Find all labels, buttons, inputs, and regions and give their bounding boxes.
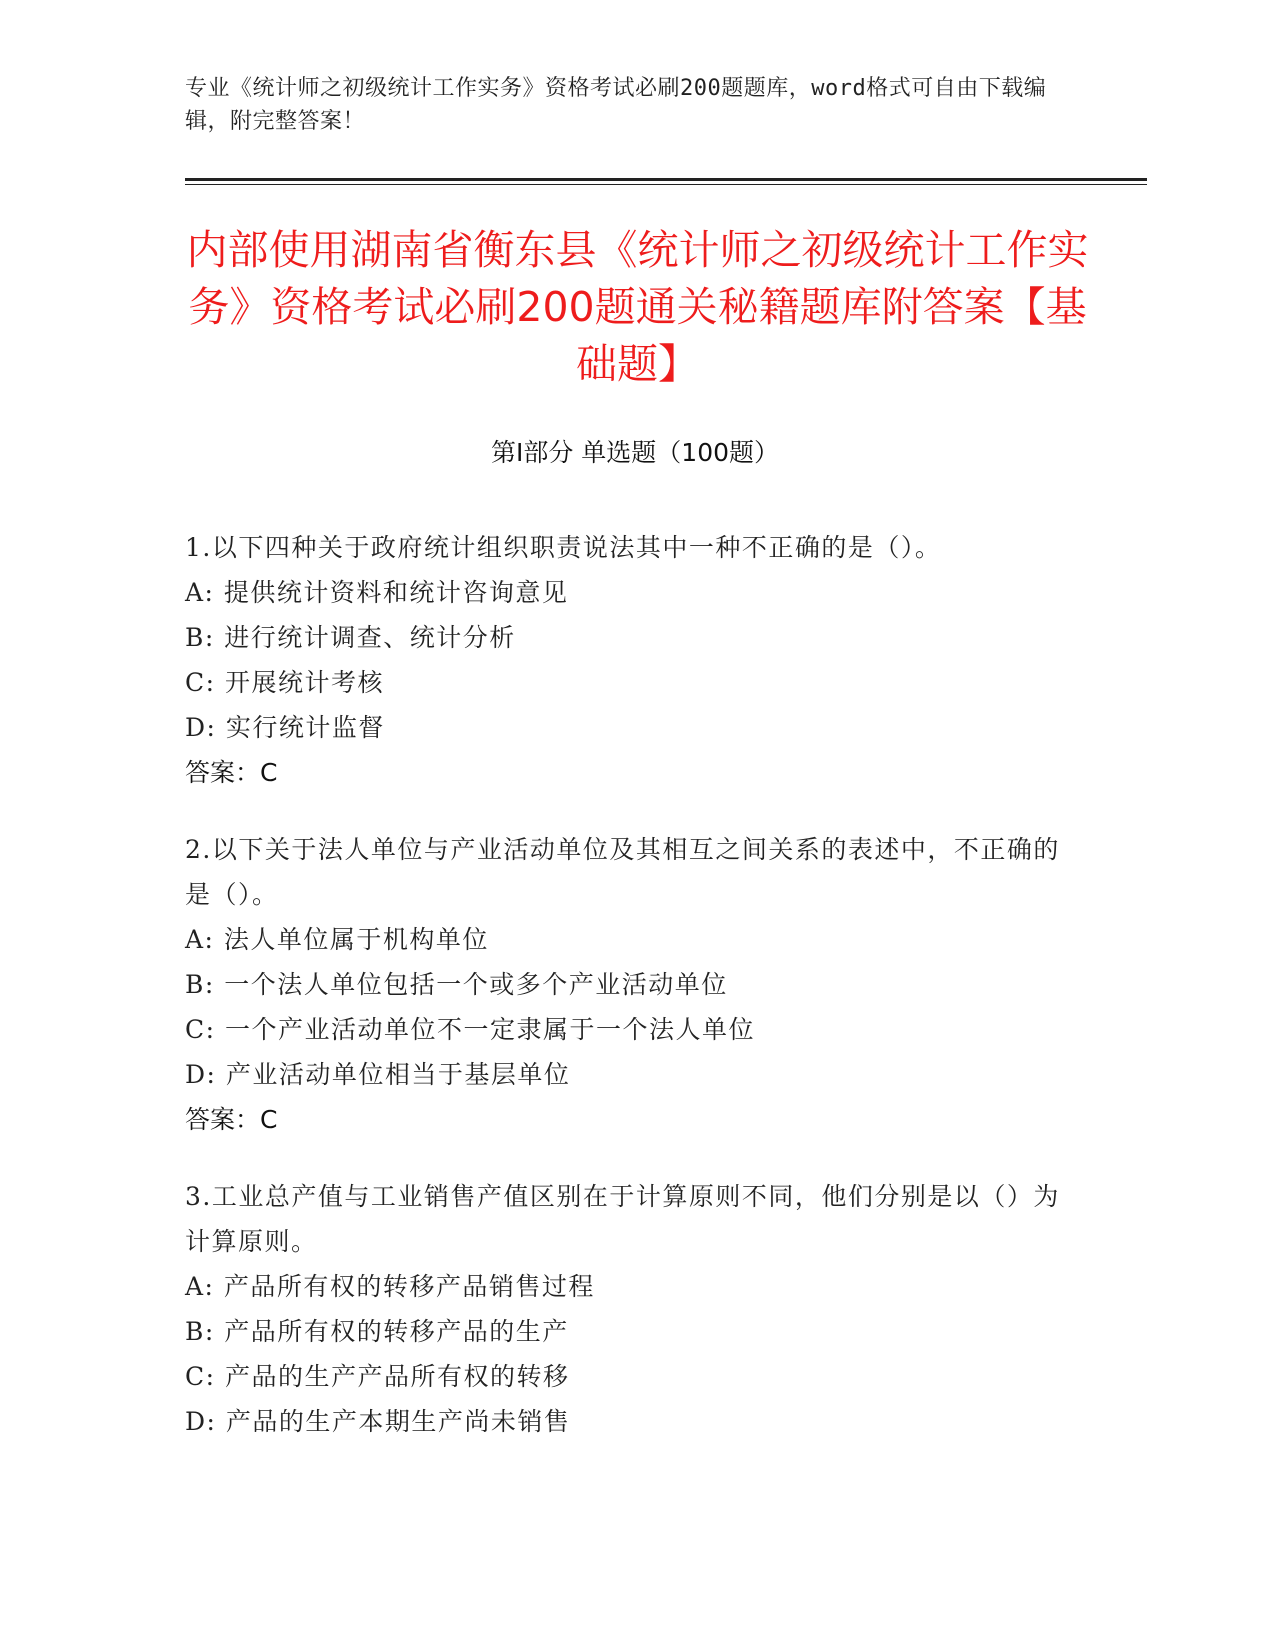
header-divider-thick (185, 178, 1147, 181)
option-b: B: 进行统计调查、统计分析 (185, 623, 516, 652)
question-3 (185, 1174, 1065, 1444)
option-d: D: 产业活动单位相当于基层单位 (185, 1060, 571, 1089)
answer: 答案：C (185, 758, 278, 787)
option-c: C: 产品的生产产品所有权的转移 (185, 1362, 570, 1391)
option-c: C: 一个产业活动单位不一定隶属于一个法人单位 (185, 1015, 755, 1044)
option-b: B: 一个法人单位包括一个或多个产业活动单位 (185, 970, 728, 999)
header-divider-thin (185, 184, 1147, 185)
section-title: 第Ⅰ部分 单选题（100题） (490, 438, 780, 467)
question-1 (185, 525, 1065, 795)
question-list (185, 525, 1065, 1476)
document-title: 内部使用湖南省衡东县《统计师之初级统计工作实务》资格考试必刷200题通关秘籍题库附答案【基础题】 (186, 226, 1089, 388)
option-b: B: 产品所有权的转移产品的生产 (185, 1317, 569, 1346)
option-d: D: 实行统计监督 (185, 713, 385, 742)
option-c: C: 开展统计考核 (185, 668, 384, 697)
option-a: A: 法人单位属于机构单位 (185, 925, 489, 954)
question-stem: 3.工业总产值与工业销售产值区别在于计算原则不同，他们分别是以（）为计算原则。 (185, 1182, 1060, 1256)
option-a: A: 产品所有权的转移产品销售过程 (185, 1272, 595, 1301)
header-note: 专业《统计师之初级统计工作实务》资格考试必刷200题题库，word格式可自由下载编辑，附完整答案！ (185, 76, 1047, 134)
answer: 答案：C (185, 1105, 278, 1134)
question-2 (185, 827, 1065, 1142)
option-a: A: 提供统计资料和统计咨询意见 (185, 578, 569, 607)
option-d: D: 产品的生产本期生产尚未销售 (185, 1407, 571, 1436)
question-stem: 1.以下四种关于政府统计组织职责说法其中一种不正确的是（）。 (185, 533, 942, 562)
question-stem: 2.以下关于法人单位与产业活动单位及其相互之间关系的表述中，不正确的是（）。 (185, 835, 1060, 909)
